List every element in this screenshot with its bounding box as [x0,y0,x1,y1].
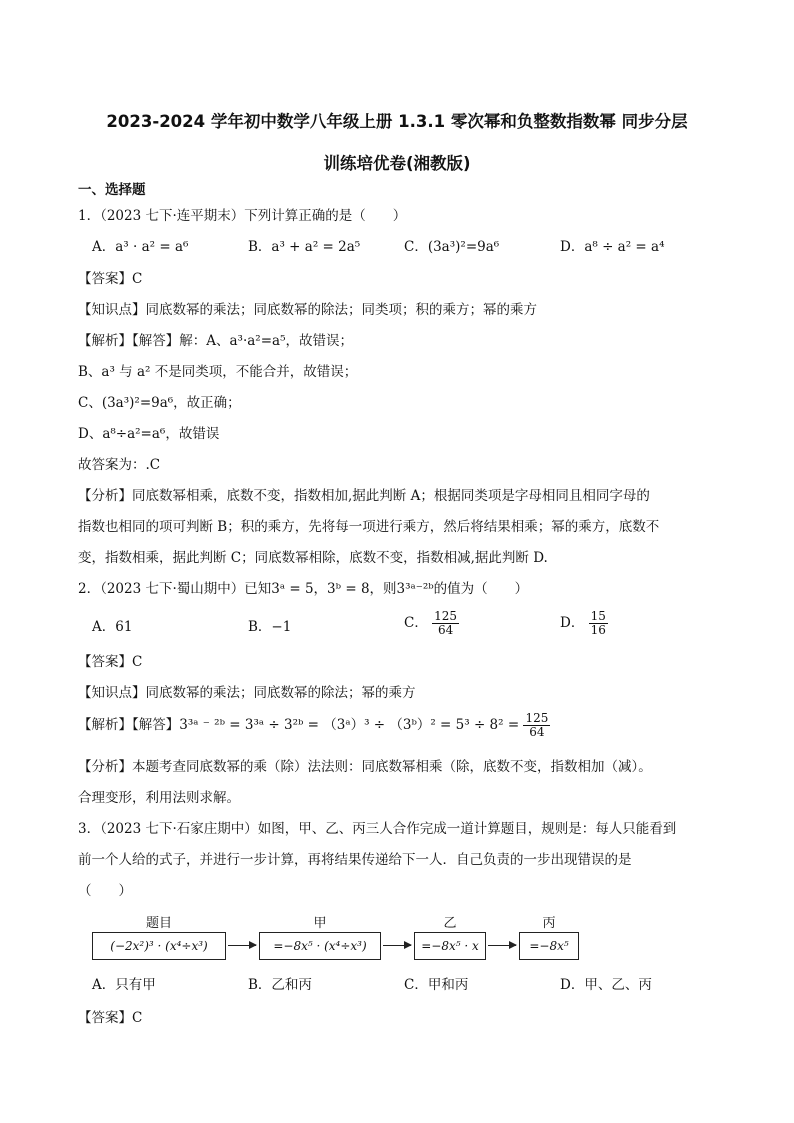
q1-knowledge: 【知识点】同底数幂的乘法；同底数幂的除法；同类项；积的乘方；幂的乘方 [78,302,537,318]
q3-option-c: C．甲和丙 [404,977,469,993]
q2-option-b: B．−1 [248,619,292,635]
doc-title-line1: 2023-2024 学年初中数学八年级上册 1.3.1 零次幂和负整数指数幂 同步分层 [106,112,688,131]
fraction-numerator: 15 [590,609,606,623]
q2-analysis-text: 【解析】【解答】3³ᵃ ⁻ ²ᵇ = 3³ᵃ ÷ 3²ᵇ = （3ᵃ）³ ÷ （3ᵇ）² = 5³ ÷ 8² = [78,717,520,734]
q3-stem-line: （ ） [78,883,132,899]
fraction-denominator: 16 [590,623,606,638]
fraction-numerator: 125 [525,711,549,725]
q2-option-c [404,610,459,637]
flow-box-yi: =−8x⁵ · x [414,932,486,960]
q1-option-d: D．a⁸ ÷ a² = a⁴ [560,239,665,255]
q3-answer: 【答案】C [78,1010,143,1026]
fraction-denominator: 64 [437,623,454,638]
flow-arrow [488,945,516,946]
section-heading: 一、选择题 [78,182,146,198]
q2-option-d [560,610,608,637]
q2-analysis [78,712,550,739]
q1-analysis-line: D、a⁸÷a²=a⁶，故错误 [78,426,220,442]
q2-explain-line: 【分析】本题考查同底数幂的乘（除）法法则：同底数幂相乘（除，底数不变，指数相加（减）。 [78,759,652,775]
q1-explain-line: 变，指数相乘，据此判断 C；同底数幂相除，底数不变，指数相减,据此判断 D. [78,550,548,566]
flow-box-problem: (−2x²)³ · (x⁴÷x³) [92,932,226,960]
q1-option-c: C．(3a³)²=9a⁶ [404,239,500,255]
q2-option-c-prefix: C． [404,615,428,632]
q1-answer: 【答案】C [78,271,143,287]
flow-label-problem: 题目 [145,916,172,931]
q2-option-d-fraction [589,610,608,637]
q3-stem-line: 3．（2023 七下·石家庄期中）如图，甲、乙、丙三人合作完成一道计算题目，规则是：每人只能看到 [78,821,677,837]
q2-option-a: A．61 [92,619,133,635]
q1-analysis-line: B、a³ 与 a² 不是同类项，不能合并，故错误； [78,364,358,380]
q2-stem: 2．（2023 七下·蜀山期中）已知3ᵃ = 5，3ᵇ = 8，则3³ᵃ⁻²ᵇ的值为（ ） [78,581,529,597]
q1-analysis-line: 【解析】【解答】解：A、a³·a²=a⁵，故错误； [78,333,353,349]
q1-explain-line: 【分析】同底数幂相乘，底数不变，指数相加,据此判断 A；根据同类项是字母相同且相同字母的 [78,488,650,504]
q1-stem: 1．（2023 七下·连平期末）下列计算正确的是（ ） [78,208,407,224]
fraction-numerator: 125 [434,609,458,623]
q2-explain-line: 合理变形，利用法则求解。 [78,790,240,806]
flow-box-bing: =−8x⁵ [519,932,579,960]
q1-option-a: A．a³ · a² = a⁶ [92,239,189,255]
q1-explain-line: 指数也相同的项可判断 B；积的乘方，先将每一项进行乘方，然后将结果相乘；幂的乘方，底数不 [78,519,660,535]
q2-answer: 【答案】C [78,654,143,670]
q2-analysis-fraction [523,712,550,739]
flow-arrow [228,945,256,946]
fraction-denominator: 64 [529,725,545,740]
q2-knowledge: 【知识点】同底数幂的乘法；同底数幂的除法；幂的乘方 [78,685,416,701]
flow-label-bing: 丙 [542,916,556,931]
flow-arrow [383,945,411,946]
q1-option-b: B．a³ + a² = 2a⁵ [248,239,361,255]
flow-label-jia: 甲 [313,916,327,931]
doc-title-line2: 训练培优卷(湘教版) [323,154,471,173]
q2-option-c-fraction [432,610,459,637]
q3-option-d: D．甲、乙、丙 [560,977,652,993]
q3-stem-line: 前一个人给的式子，并进行一步计算，再将结果传递给下一人．自己负责的一步出现错误的是 [78,852,632,868]
flow-label-yi: 乙 [443,916,457,931]
q2-option-d-prefix: D． [560,615,585,632]
q1-analysis-line: 故答案为：.C [78,457,161,473]
q3-option-a: A．只有甲 [92,977,156,993]
q3-flow-diagram [92,912,592,972]
q3-option-b: B．乙和丙 [248,977,312,993]
flow-box-jia: =−8x⁵ · (x⁴÷x³) [259,932,381,960]
q1-analysis-line: C、(3a³)²=9a⁶，故正确； [78,395,241,411]
